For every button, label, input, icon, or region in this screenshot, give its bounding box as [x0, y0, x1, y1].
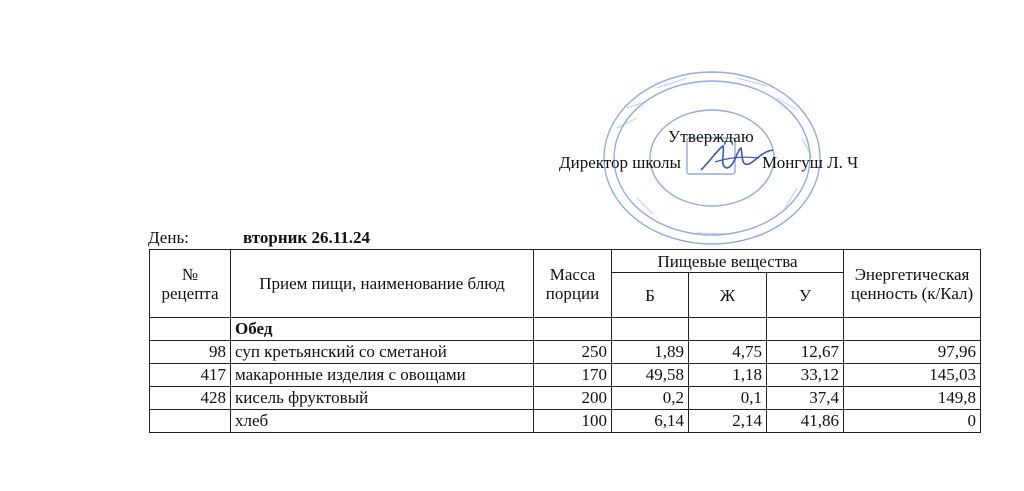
cell-carbs: 37,4	[767, 387, 844, 410]
table-row	[150, 387, 981, 410]
cell-portion: 100	[534, 410, 612, 433]
cell-protein: 0,2	[612, 387, 689, 410]
header-nutrients: Пищевые вещества	[612, 250, 844, 273]
header-energy: Энергетическая ценность (к/Кал)	[844, 250, 981, 318]
cell-protein: 1,89	[612, 341, 689, 364]
cell-recipe: 428	[150, 387, 231, 410]
cell-fat: 1,18	[689, 364, 767, 387]
cell-name: суп кретьянский со сметаной	[231, 341, 534, 364]
cell-fat: 2,14	[689, 410, 767, 433]
cell-recipe: 417	[150, 364, 231, 387]
cell-energy: 0	[844, 410, 981, 433]
approval-title: Утверждаю	[668, 127, 754, 146]
cell-energy: 97,96	[844, 341, 981, 364]
cell-name: хлеб	[231, 410, 534, 433]
cell-name: макаронные изделия с овощами	[231, 364, 534, 387]
table-row	[150, 341, 981, 364]
cell-recipe	[150, 410, 231, 433]
day-value: вторник 26.11.24	[243, 228, 371, 247]
header-fat: Ж	[689, 273, 767, 318]
header-portion: Масса порции	[534, 250, 612, 318]
cell-portion: 170	[534, 364, 612, 387]
cell-fat: 4,75	[689, 341, 767, 364]
director-name: Монгуш Л. Ч	[762, 153, 859, 172]
cell-portion: 200	[534, 387, 612, 410]
section-row	[150, 318, 981, 341]
table-row	[150, 364, 981, 387]
table-row	[150, 410, 981, 433]
cell-fat: 0,1	[689, 387, 767, 410]
day-label: День:	[148, 228, 189, 247]
cell-portion: 250	[534, 341, 612, 364]
director-label: Директор школы	[559, 153, 681, 172]
cell-name: кисель фруктовый	[231, 387, 534, 410]
header-carbs: У	[767, 273, 844, 318]
table-header-row	[150, 250, 981, 273]
section-label: Обед	[231, 318, 534, 341]
cell-energy: 149,8	[844, 387, 981, 410]
cell-recipe: 98	[150, 341, 231, 364]
cell-carbs: 12,67	[767, 341, 844, 364]
cell-protein: 49,58	[612, 364, 689, 387]
cell-carbs: 41,86	[767, 410, 844, 433]
header-meal: Прием пищи, наименование блюд	[231, 250, 534, 318]
cell-protein: 6,14	[612, 410, 689, 433]
header-recipe-no: № рецепта	[150, 250, 231, 318]
cell-energy: 145,03	[844, 364, 981, 387]
menu-table	[149, 249, 981, 433]
cell-carbs: 33,12	[767, 364, 844, 387]
header-protein: Б	[612, 273, 689, 318]
